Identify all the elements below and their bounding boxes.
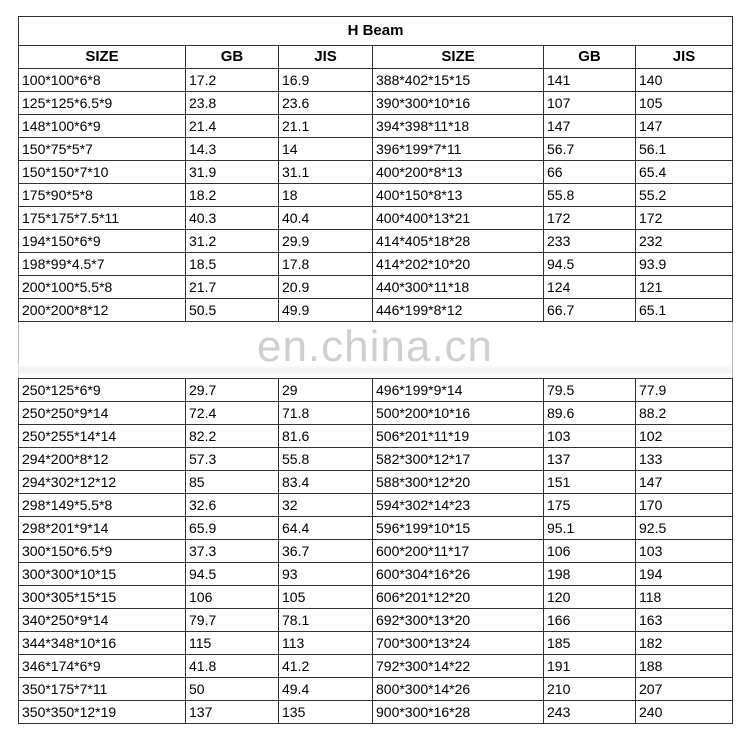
- table-cell: 18.5: [186, 253, 279, 276]
- table-cell: 250*250*9*14: [19, 402, 186, 425]
- table-cell: 17.8: [279, 253, 373, 276]
- table-cell: 93: [279, 563, 373, 586]
- table-cell: 88.2: [636, 402, 733, 425]
- table-cell: 92.5: [636, 517, 733, 540]
- table-row: [19, 448, 733, 471]
- table-cell: 56.7: [544, 138, 636, 161]
- table-cell: 100*100*6*8: [19, 69, 186, 92]
- table-row: [19, 540, 733, 563]
- table-cell: 18: [279, 184, 373, 207]
- table-cell: 55.2: [636, 184, 733, 207]
- table-row: [19, 701, 733, 724]
- table-row: [19, 115, 733, 138]
- table-cell: 133: [636, 448, 733, 471]
- table-cell: 147: [636, 471, 733, 494]
- table-cell: 800*300*14*26: [373, 678, 544, 701]
- table-cell: 29.9: [279, 230, 373, 253]
- table-cell: 64.4: [279, 517, 373, 540]
- table-cell: 66: [544, 161, 636, 184]
- table-cell: 29: [279, 379, 373, 402]
- table-cell: 21.1: [279, 115, 373, 138]
- table-row: [19, 655, 733, 678]
- table-row: [19, 517, 733, 540]
- table-cell: 14.3: [186, 138, 279, 161]
- header-row: [19, 46, 733, 69]
- table-cell: 185: [544, 632, 636, 655]
- table-cell: 175: [544, 494, 636, 517]
- table-row: [19, 563, 733, 586]
- table-cell: 600*200*11*17: [373, 540, 544, 563]
- table-cell: 57.3: [186, 448, 279, 471]
- table-row: [19, 207, 733, 230]
- table-cell: 346*174*6*9: [19, 655, 186, 678]
- table-cell: 29.7: [186, 379, 279, 402]
- table-cell: 106: [544, 540, 636, 563]
- table-cell: 94.5: [186, 563, 279, 586]
- table-cell: 207: [636, 678, 733, 701]
- table-cell: 106: [186, 586, 279, 609]
- table-cell: 36.7: [279, 540, 373, 563]
- table-cell: 93.9: [636, 253, 733, 276]
- table-cell: 600*304*16*26: [373, 563, 544, 586]
- header-jis-left: JIS: [279, 46, 373, 69]
- table-cell: 105: [636, 92, 733, 115]
- table-row: [19, 678, 733, 701]
- table-cell: 344*348*10*16: [19, 632, 186, 655]
- table-cell: 120: [544, 586, 636, 609]
- table-row: [19, 494, 733, 517]
- table-cell: 166: [544, 609, 636, 632]
- table-cell: 125*125*6.5*9: [19, 92, 186, 115]
- table-cell: 440*300*11*18: [373, 276, 544, 299]
- table-cell: 172: [544, 207, 636, 230]
- table-cell: 81.6: [279, 425, 373, 448]
- table-cell: 294*302*12*12: [19, 471, 186, 494]
- table-cell: 72.4: [186, 402, 279, 425]
- table-cell: 17.2: [186, 69, 279, 92]
- table-cell: 102: [636, 425, 733, 448]
- table-cell: 210: [544, 678, 636, 701]
- table-cell: 594*302*14*23: [373, 494, 544, 517]
- table-cell: 65.4: [636, 161, 733, 184]
- table-cell: 40.3: [186, 207, 279, 230]
- table-cell: 243: [544, 701, 636, 724]
- table-cell: 582*300*12*17: [373, 448, 544, 471]
- table-row: [19, 402, 733, 425]
- table-cell: 400*150*8*13: [373, 184, 544, 207]
- table-row: [19, 609, 733, 632]
- header-size-left: SIZE: [19, 46, 186, 69]
- table-cell: 198*99*4.5*7: [19, 253, 186, 276]
- table-cell: 141: [544, 69, 636, 92]
- table-cell: 31.2: [186, 230, 279, 253]
- table-cell: 700*300*13*24: [373, 632, 544, 655]
- header-gb-left: GB: [186, 46, 279, 69]
- table-cell: 170: [636, 494, 733, 517]
- table-cell: 78.1: [279, 609, 373, 632]
- table-cell: 65.9: [186, 517, 279, 540]
- table-cell: 79.7: [186, 609, 279, 632]
- table-cell: 350*350*12*19: [19, 701, 186, 724]
- table-cell: 82.2: [186, 425, 279, 448]
- table-row: [19, 69, 733, 92]
- table-cell: 250*125*6*9: [19, 379, 186, 402]
- table-cell: 16.9: [279, 69, 373, 92]
- table-cell: 340*250*9*14: [19, 609, 186, 632]
- table-row: [19, 632, 733, 655]
- table-cell: 50.5: [186, 299, 279, 322]
- table-title-row: [19, 17, 733, 46]
- table-cell: 233: [544, 230, 636, 253]
- table-cell: 175*175*7.5*11: [19, 207, 186, 230]
- table-cell: 414*405*18*28: [373, 230, 544, 253]
- table-cell: 506*201*11*19: [373, 425, 544, 448]
- table-cell: 21.4: [186, 115, 279, 138]
- table-title: H Beam: [19, 17, 733, 46]
- table-cell: 200*100*5.5*8: [19, 276, 186, 299]
- table-cell: 294*200*8*12: [19, 448, 186, 471]
- table-row: [19, 299, 733, 322]
- table-cell: 135: [279, 701, 373, 724]
- table-cell: 137: [186, 701, 279, 724]
- table-cell: 40.4: [279, 207, 373, 230]
- table-cell: 32.6: [186, 494, 279, 517]
- table-cell: 118: [636, 586, 733, 609]
- table-cell: 588*300*12*20: [373, 471, 544, 494]
- table-cell: 298*201*9*14: [19, 517, 186, 540]
- table-cell: 147: [544, 115, 636, 138]
- table-cell: 300*150*6.5*9: [19, 540, 186, 563]
- table-cell: 49.4: [279, 678, 373, 701]
- table-cell: 188: [636, 655, 733, 678]
- table-cell: 105: [279, 586, 373, 609]
- table-cell: 175*90*5*8: [19, 184, 186, 207]
- table-cell: 350*175*7*11: [19, 678, 186, 701]
- table-cell: 446*199*8*12: [373, 299, 544, 322]
- table-cell: 596*199*10*15: [373, 517, 544, 540]
- table-cell: 56.1: [636, 138, 733, 161]
- table-cell: 390*300*10*16: [373, 92, 544, 115]
- header-gb-right: GB: [544, 46, 636, 69]
- table-cell: 14: [279, 138, 373, 161]
- table-cell: 240: [636, 701, 733, 724]
- table-cell: 55.8: [544, 184, 636, 207]
- table-cell: 388*402*15*15: [373, 69, 544, 92]
- table-cell: 150*150*7*10: [19, 161, 186, 184]
- table-cell: 32: [279, 494, 373, 517]
- table-cell: 300*305*15*15: [19, 586, 186, 609]
- table-row: [19, 253, 733, 276]
- table-cell: 31.1: [279, 161, 373, 184]
- table-cell: 79.5: [544, 379, 636, 402]
- table-cell: 124: [544, 276, 636, 299]
- table-cell: 85: [186, 471, 279, 494]
- header-jis-right: JIS: [636, 46, 733, 69]
- table-cell: 172: [636, 207, 733, 230]
- table-row: [19, 92, 733, 115]
- table-cell: 31.9: [186, 161, 279, 184]
- table-cell: 94.5: [544, 253, 636, 276]
- table-cell: 400*200*8*13: [373, 161, 544, 184]
- table-row: [19, 586, 733, 609]
- table-cell: 89.6: [544, 402, 636, 425]
- table-cell: 21.7: [186, 276, 279, 299]
- table-cell: 50: [186, 678, 279, 701]
- table-cell: 113: [279, 632, 373, 655]
- table-cell: 107: [544, 92, 636, 115]
- table-cell: 300*300*10*15: [19, 563, 186, 586]
- table-cell: 95.1: [544, 517, 636, 540]
- table-cell: 83.4: [279, 471, 373, 494]
- table-cell: 41.2: [279, 655, 373, 678]
- table-cell: 103: [636, 540, 733, 563]
- table-cell: 194: [636, 563, 733, 586]
- table-cell: 396*199*7*11: [373, 138, 544, 161]
- table-row: [19, 471, 733, 494]
- table-cell: 414*202*10*20: [373, 253, 544, 276]
- table-cell: 232: [636, 230, 733, 253]
- table-cell: 148*100*6*9: [19, 115, 186, 138]
- blurred-row-strip: [18, 364, 732, 376]
- table-cell: 298*149*5.5*8: [19, 494, 186, 517]
- table-cell: 23.6: [279, 92, 373, 115]
- table-cell: 20.9: [279, 276, 373, 299]
- table-cell: 394*398*11*18: [373, 115, 544, 138]
- table-cell: 18.2: [186, 184, 279, 207]
- table-cell: 198: [544, 563, 636, 586]
- table-cell: 151: [544, 471, 636, 494]
- table-cell: 200*200*8*12: [19, 299, 186, 322]
- table-cell: 191: [544, 655, 636, 678]
- table-cell: 77.9: [636, 379, 733, 402]
- table-cell: 37.3: [186, 540, 279, 563]
- table-body-top: [19, 69, 733, 322]
- table-cell: 500*200*10*16: [373, 402, 544, 425]
- table-row: [19, 276, 733, 299]
- table-cell: 606*201*12*20: [373, 586, 544, 609]
- table-cell: 115: [186, 632, 279, 655]
- table-row: [19, 379, 733, 402]
- table-row: [19, 230, 733, 253]
- table-row: [19, 425, 733, 448]
- table-cell: 55.8: [279, 448, 373, 471]
- table-cell: 23.8: [186, 92, 279, 115]
- table-cell: 65.1: [636, 299, 733, 322]
- table-cell: 147: [636, 115, 733, 138]
- watermark-text: en.china.cn: [256, 322, 494, 371]
- table-cell: 900*300*16*28: [373, 701, 544, 724]
- table-cell: 163: [636, 609, 733, 632]
- table-cell: 692*300*13*20: [373, 609, 544, 632]
- table-cell: 137: [544, 448, 636, 471]
- table-row: [19, 138, 733, 161]
- table-cell: 71.8: [279, 402, 373, 425]
- table-row: [19, 161, 733, 184]
- table-cell: 49.9: [279, 299, 373, 322]
- table-cell: 792*300*14*22: [373, 655, 544, 678]
- table-cell: 41.8: [186, 655, 279, 678]
- table-body-bottom: [19, 379, 733, 724]
- table-cell: 194*150*6*9: [19, 230, 186, 253]
- header-size-right: SIZE: [373, 46, 544, 69]
- table-cell: 66.7: [544, 299, 636, 322]
- table-cell: 496*199*9*14: [373, 379, 544, 402]
- table-cell: 250*255*14*14: [19, 425, 186, 448]
- table-cell: 103: [544, 425, 636, 448]
- table-cell: 182: [636, 632, 733, 655]
- table-row: [19, 184, 733, 207]
- table-cell: 140: [636, 69, 733, 92]
- table-cell: 150*75*5*7: [19, 138, 186, 161]
- table-cell: 400*400*13*21: [373, 207, 544, 230]
- table-cell: 121: [636, 276, 733, 299]
